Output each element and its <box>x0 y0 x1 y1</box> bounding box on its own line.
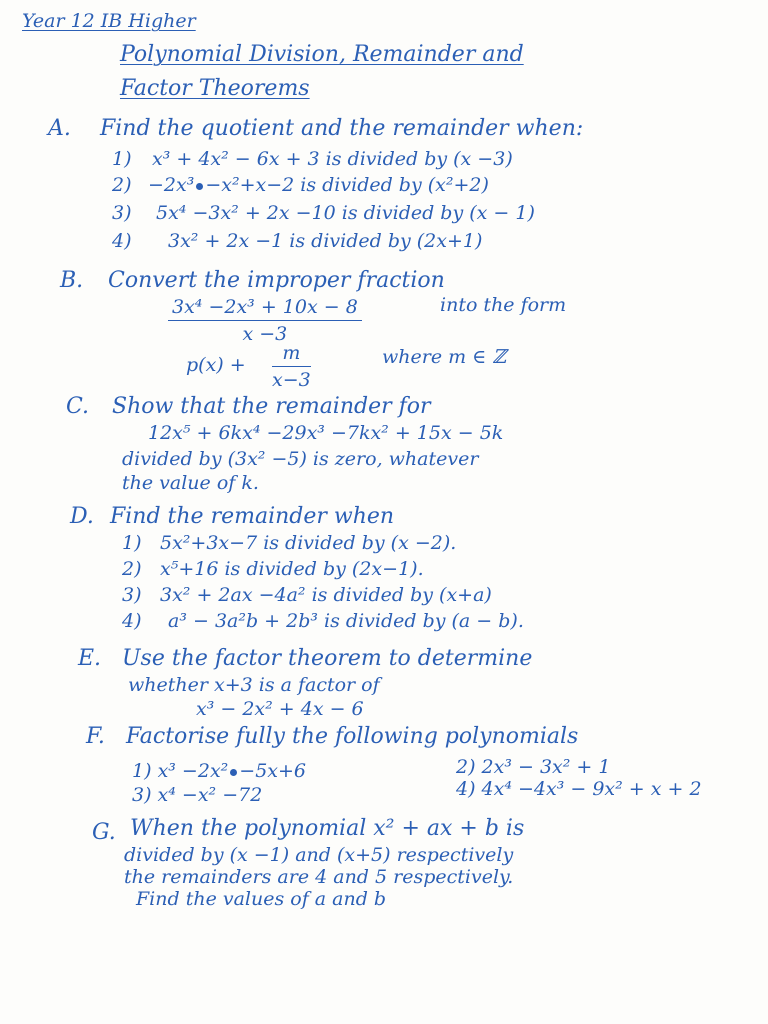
section-d-prompt: Find the remainder when <box>110 504 395 529</box>
page-title: Polynomial Division, Remainder and <box>120 42 524 67</box>
section-c-line: 12x⁵ + 6kx⁴ −29x³ −7kx² + 15x − 5k <box>148 422 504 444</box>
section-a-item-number: 4) <box>112 230 132 252</box>
section-c-line: Show that the remainder for <box>112 394 431 419</box>
section-f-prompt: Factorise fully the following polynomials <box>126 724 579 749</box>
section-b-label: B. <box>60 268 84 293</box>
ink-blot-mark <box>230 769 237 776</box>
section-g-label: G. <box>92 820 116 845</box>
section-d-item-text: 3x² + 2ax −4a² is divided by (x+a) <box>160 584 492 606</box>
section-a-item-text: 3x² + 2x −1 is divided by (2x+1) <box>168 230 483 252</box>
course-label: Year 12 IB Higher <box>22 10 196 32</box>
section-e-line: Use the factor theorem to determine <box>122 646 533 671</box>
section-d-item-text: x⁵+16 is divided by (2x−1). <box>160 558 424 580</box>
form-fraction <box>272 342 311 391</box>
form-denominator: x−3 <box>272 369 311 391</box>
section-a-item-text: 5x⁴ −3x² + 2x −10 is divided by (x − 1) <box>156 202 535 224</box>
section-a-item-text: −2x³ −x²+x−2 is divided by (x²+2) <box>148 174 489 196</box>
section-d-item-number: 3) <box>122 584 142 606</box>
section-a-item-number: 2) <box>112 174 132 196</box>
section-d-item-text: a³ − 3a²b + 2b³ is divided by (a − b). <box>168 610 524 632</box>
section-d-item-text: 5x²+3x−7 is divided by (x −2). <box>160 532 457 554</box>
section-a-item-text: x³ + 4x² − 6x + 3 is divided by (x −3) <box>152 148 513 170</box>
section-f-item: 3) x⁴ −x² −72 <box>132 784 263 806</box>
section-f-label: F. <box>86 724 105 749</box>
section-b-prompt: Convert the improper fraction <box>108 268 445 293</box>
section-b-into: into the form <box>440 294 567 316</box>
section-e-label: E. <box>78 646 102 671</box>
section-f-item: 4) 4x⁴ −4x³ − 9x² + x + 2 <box>456 778 702 800</box>
fraction-numerator: 3x⁴ −2x³ + 10x − 8 <box>168 296 362 321</box>
section-g-line: the remainders are 4 and 5 respectively. <box>124 866 514 888</box>
section-d-label: D. <box>70 504 94 529</box>
section-c-line: the value of k. <box>122 472 259 494</box>
section-e-polynomial: x³ − 2x² + 4x − 6 <box>196 698 364 720</box>
section-e-line: whether x+3 is a factor of <box>128 674 380 696</box>
ink-blot-mark <box>196 183 203 190</box>
section-f-item: 2) 2x³ − 3x² + 1 <box>456 756 611 778</box>
form-numerator: m <box>272 342 311 367</box>
section-c-line: divided by (3x² −5) is zero, whatever <box>122 448 479 470</box>
fraction-denominator: x −3 <box>242 323 288 345</box>
improper-fraction <box>168 296 362 345</box>
section-b-form-prefix: p(x) + <box>186 354 246 376</box>
section-b-where: where m ∈ ℤ <box>382 346 507 368</box>
section-g-line: Find the values of a and b <box>136 888 387 910</box>
section-a-item-number: 1) <box>112 148 132 170</box>
section-d-item-number: 2) <box>122 558 142 580</box>
section-c-label: C. <box>66 394 90 419</box>
section-g-line: When the polynomial x² + ax + b is <box>130 816 525 841</box>
page-subtitle: Factor Theorems <box>120 76 310 101</box>
section-a-label: A. <box>48 116 71 141</box>
section-d-item-number: 4) <box>122 610 142 632</box>
section-f-item: 1) x³ −2x² −5x+6 <box>132 760 307 782</box>
section-g-line: divided by (x −1) and (x+5) respectively <box>124 844 514 866</box>
section-d-item-number: 1) <box>122 532 142 554</box>
section-a-prompt: Find the quotient and the remainder when: <box>100 116 584 141</box>
section-a-item-number: 3) <box>112 202 132 224</box>
